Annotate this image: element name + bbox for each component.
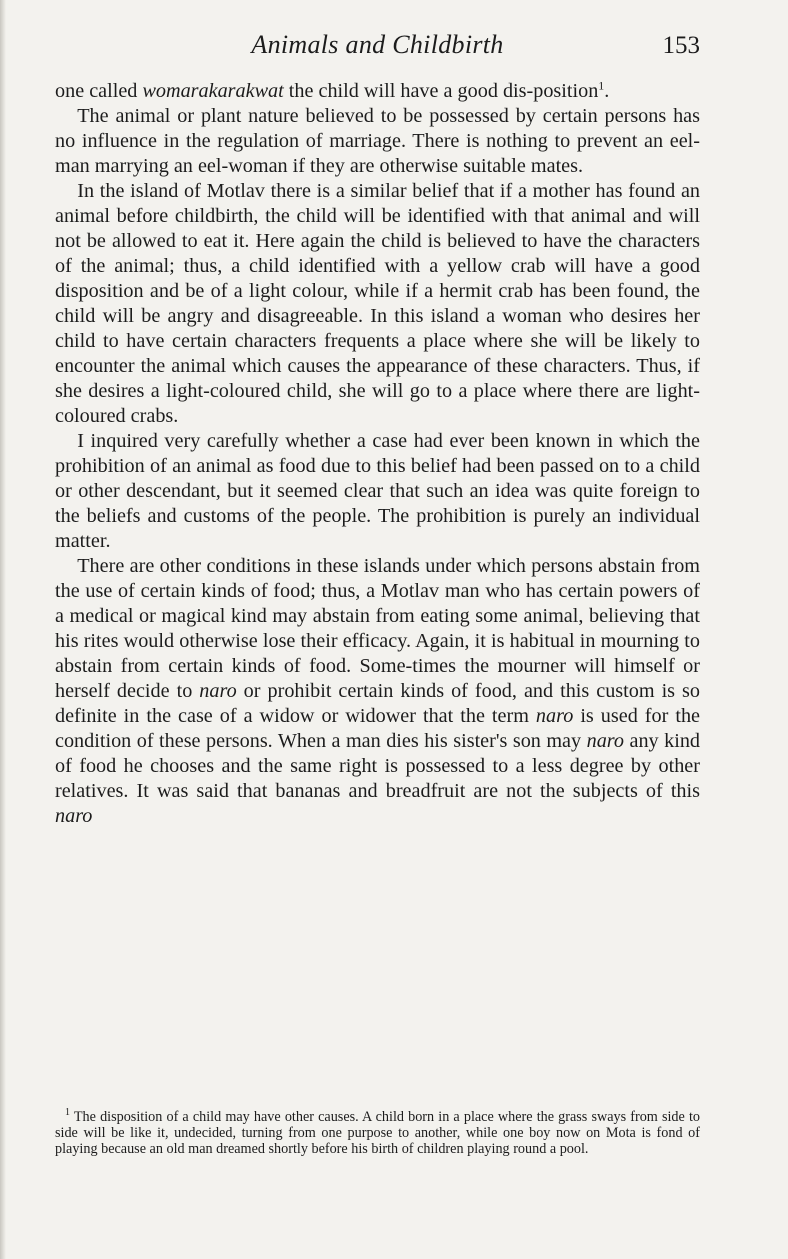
body-text <box>55 79 700 829</box>
paragraph-4: I inquired very carefully whether a case had ever been known in which the prohibition of an animal as food due to this belief had been passed on to a child or other descendant, but it seemed clear that such an idea was quite foreign to the beliefs and customs of the people. The prohibition is purely an individual matter. <box>55 430 700 552</box>
p5-segment-a: There are other conditions in these islands under which persons abstain from the use of certain kinds of food; thus, a Motlav man who has certain powers of a medical or magical kind may abstain from eating some animal, believing that his rites would otherwise lose their efficacy. Again, it is habitual in mourning to abstain from certain kinds of food. Some-times the mourner will himself or herself decide to <box>55 555 700 702</box>
footnote-text: The disposition of a child may have other causes. A child born in a place where the grass sways from side to side will be like it, undecided, turning from one purpose to another, while one boy now on Mota is fond of playing because an old man dreamed shortly before his birth of children playing round a pool. <box>55 1109 700 1157</box>
paragraph-5 <box>55 554 700 829</box>
p5-segment-b: or prohibit certain kinds of food, and this custom is so definite in the case of a widow or widower that the term <box>55 680 700 727</box>
p5-segment-d: any kind of food he chooses and the same right is possessed to a less degree by other relatives. It was said that bananas and breadfruit are not the subjects of this <box>55 730 701 802</box>
p1-period: . <box>604 80 610 102</box>
paragraph-1 <box>55 79 700 104</box>
p1-italic-term: womarakarakwat <box>142 80 284 102</box>
p1-text-end: the child will have a good dis-position <box>283 80 599 102</box>
p5-segment-c: is used for the condition of these persons. When a man dies his sister's son may <box>55 705 700 752</box>
p5-italic-naro-1: naro <box>199 680 237 702</box>
footnote-mark: 1 <box>65 1107 70 1119</box>
paragraph-3: In the island of Motlav there is a similar belief that if a mother has found an animal before childbirth, the child will be identified with that animal and will not be allowed to eat it. Here again the child is believed to have the characters of the animal; thus, a child identified with a yellow crab will have a good disposition and be of a light colour, while if a hermit crab has been found, the child will be angry and disagreeable. In this island a woman who desires her child to have certain characters frequents a place where she will be likely to encounter the animal which causes the appearance of these characters. Thus, if she desires a light-coloured child, she will go to a place where there are light-coloured crabs. <box>55 180 700 427</box>
page-number: 153 <box>662 32 700 59</box>
p5-italic-naro-2: naro <box>535 705 574 727</box>
footnote-reference: 1 <box>598 78 605 93</box>
p1-text-start: one called <box>55 80 143 102</box>
p5-italic-naro-4: naro <box>55 805 93 827</box>
page-spine-shadow <box>0 0 6 1259</box>
paragraph-2: The animal or plant nature believed to be possessed by certain persons has no influence in the regulation of marriage. There is nothing to prevent an eel-man marrying an eel-woman if they are otherwise suitable mates. <box>55 105 700 177</box>
p5-italic-naro-3: naro <box>586 730 624 752</box>
running-title: Animals and Childbirth <box>251 30 504 59</box>
page-header <box>55 30 700 64</box>
footnote <box>55 1109 700 1157</box>
